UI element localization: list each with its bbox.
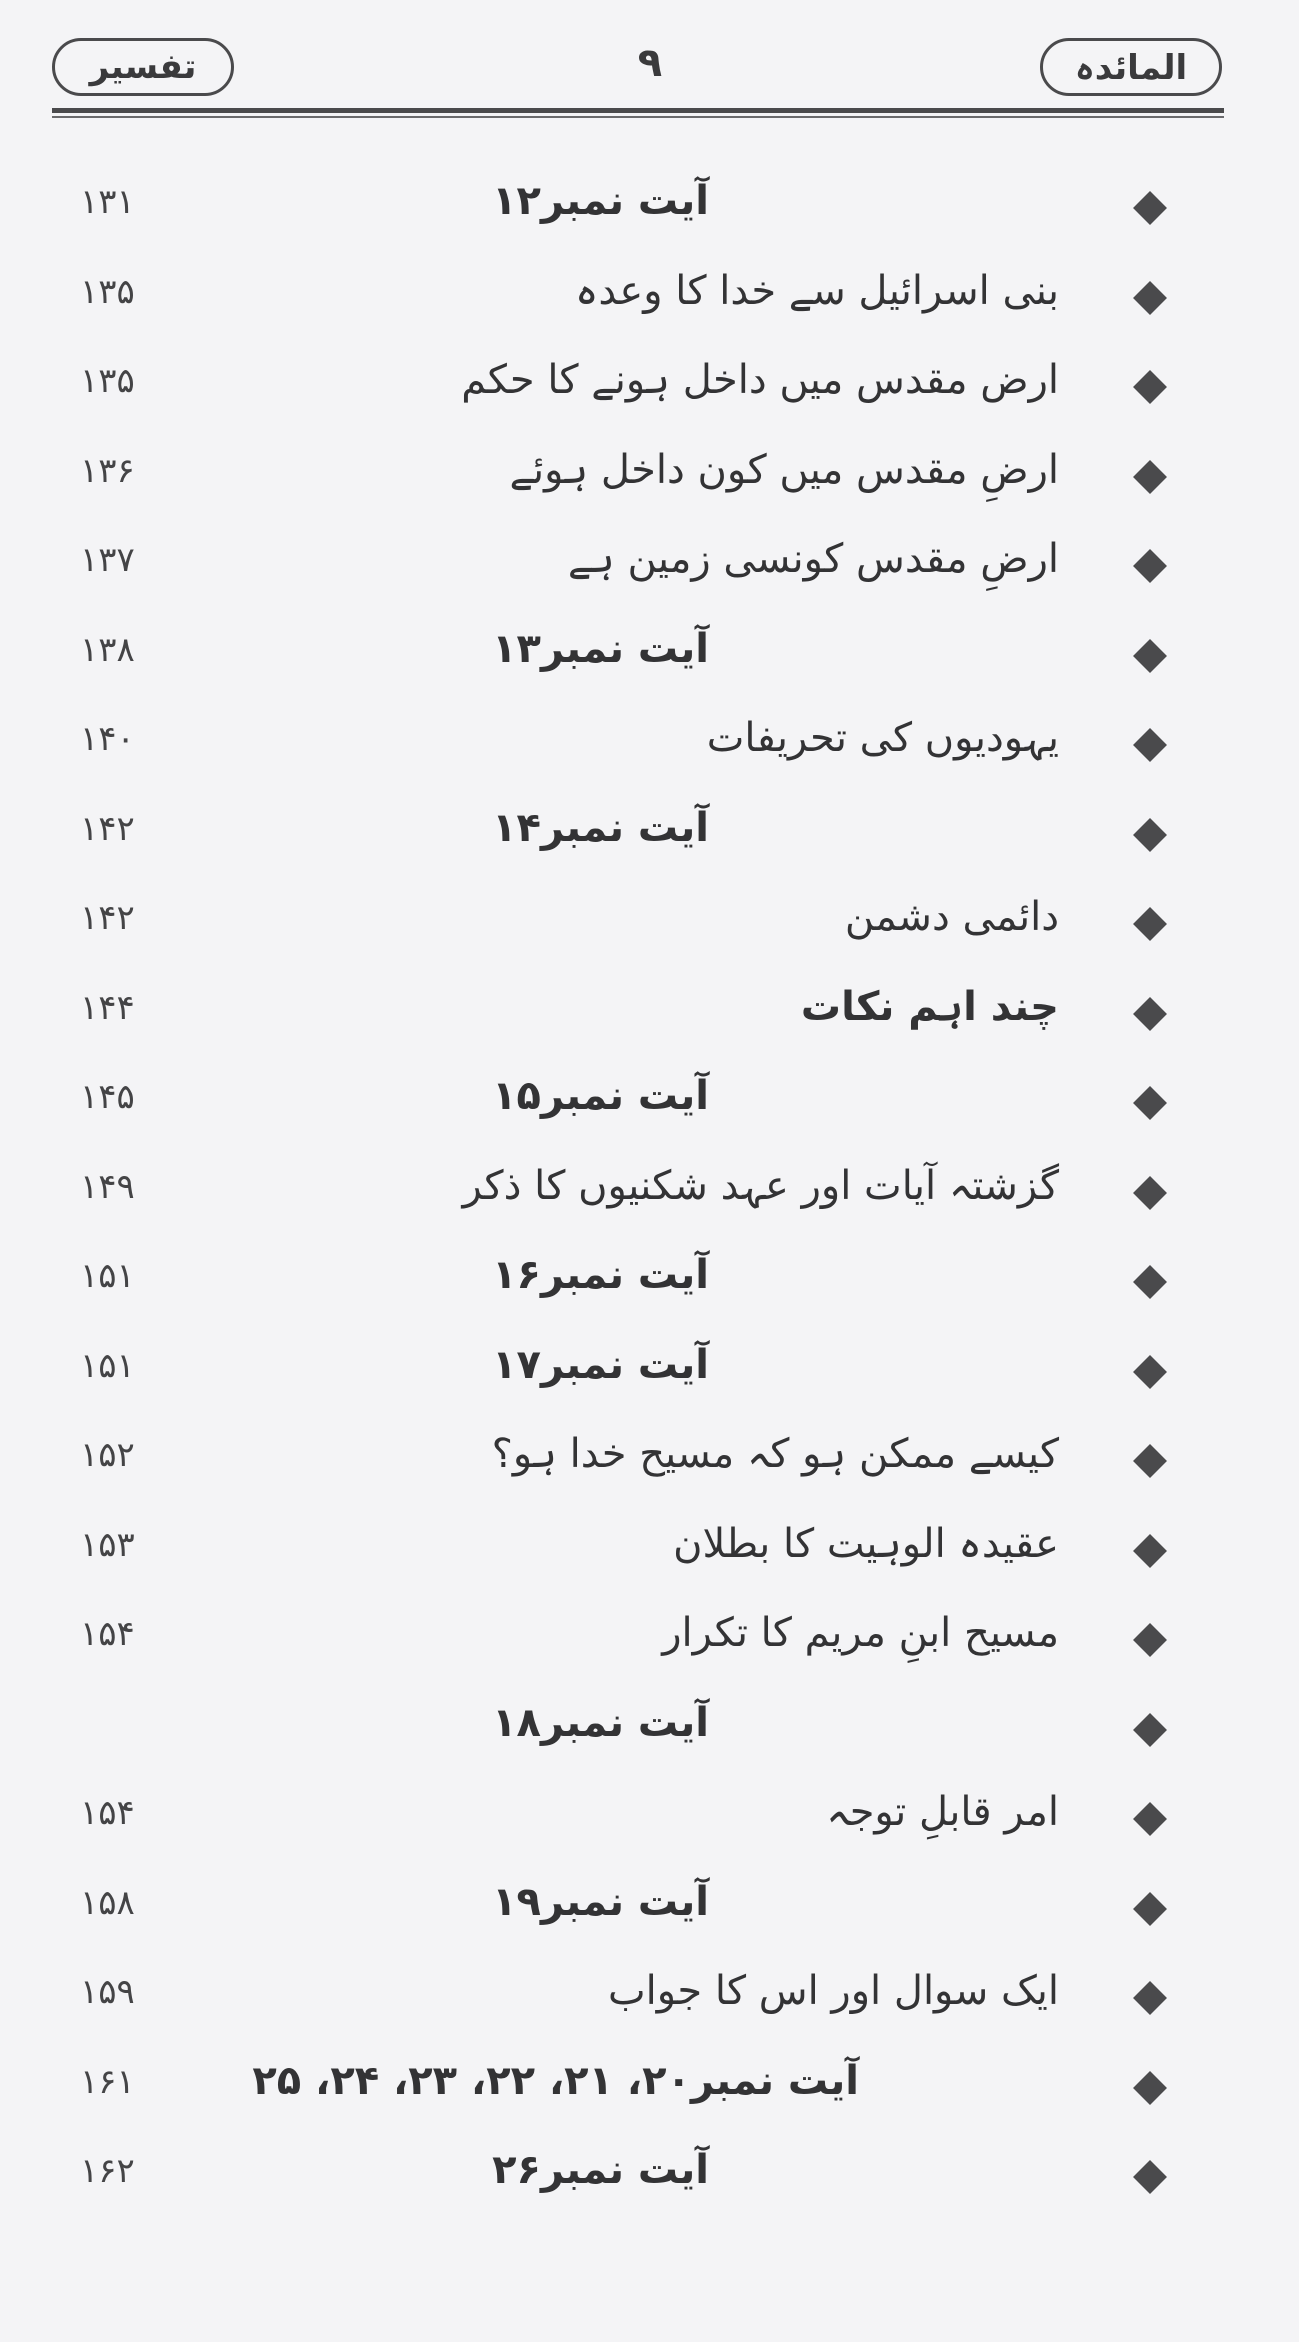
toc-entry[interactable] <box>0 260 1299 350</box>
toc-entry[interactable] <box>0 170 1299 260</box>
diamond-bullet-icon <box>1133 281 1167 315</box>
toc-entry-page: ۱۵۳ <box>80 1524 135 1565</box>
diamond-bullet-icon <box>1133 639 1167 673</box>
diamond-bullet-icon <box>1133 191 1167 225</box>
toc-entry[interactable] <box>0 707 1299 797</box>
diamond-bullet-icon <box>1133 1623 1167 1657</box>
toc-entry-title: یہودیوں کی تحریفات <box>706 715 1059 761</box>
toc-entry-title: آیت نمبر۱۷ <box>492 1341 709 1388</box>
toc-entry-title: آیت نمبر۱۳ <box>492 625 709 672</box>
toc-entry[interactable] <box>0 976 1299 1066</box>
header-rule <box>52 108 1224 113</box>
toc-entry[interactable] <box>0 1513 1299 1603</box>
toc-entry[interactable] <box>0 1244 1299 1334</box>
toc-entry[interactable] <box>0 886 1299 976</box>
toc-entry-title: آیت نمبر۱۲ <box>492 178 709 224</box>
diamond-bullet-icon <box>1133 370 1167 404</box>
toc-entry-title: مسیح ابنِ مریم کا تکرار <box>662 1610 1059 1656</box>
toc-entry-page: ۱۴۲ <box>80 898 135 938</box>
diamond-bullet-icon <box>1133 1265 1167 1299</box>
toc-entry-title: امر قابلِ توجہ <box>826 1789 1059 1835</box>
toc-entry[interactable] <box>0 2139 1299 2229</box>
toc-entry-title: ارض مقدس میں داخل ہونے کا حکم <box>461 357 1059 403</box>
toc-entry-title: آیت نمبر۲۶ <box>492 2147 709 2193</box>
toc-entry-page: ۱۳۶ <box>80 450 135 491</box>
page-header <box>0 0 1299 130</box>
diamond-bullet-icon <box>1133 1444 1167 1478</box>
diamond-bullet-icon <box>1133 549 1167 583</box>
toc-entry[interactable] <box>0 2050 1299 2140</box>
toc-entry-page: ۱۵۹ <box>80 1972 135 2012</box>
diamond-bullet-icon <box>1133 997 1167 1031</box>
diamond-bullet-icon <box>1133 2071 1167 2105</box>
toc-entry-page: ۱۶۲ <box>80 2151 135 2191</box>
toc-entry-title: ایک سوال اور اس کا جواب <box>607 1968 1059 2014</box>
toc-entry[interactable] <box>0 618 1299 708</box>
diamond-bullet-icon <box>1133 1802 1167 1836</box>
toc-entry-page: ۱۴۵ <box>80 1077 135 1117</box>
toc-entry[interactable] <box>0 1602 1299 1692</box>
surah-name-label: المائدہ <box>1074 47 1188 88</box>
toc-entry-title: کیسے ممکن ہو کہ مسیح خدا ہو؟ <box>491 1431 1059 1477</box>
toc-entry[interactable] <box>0 1065 1299 1155</box>
toc-entry[interactable] <box>0 349 1299 439</box>
diamond-bullet-icon <box>1133 1176 1167 1210</box>
toc-entry-page: ۱۵۱ <box>80 1345 135 1386</box>
toc-entry-page: ۱۳۵ <box>80 271 135 312</box>
toc-entry-title: دائمی دشمن <box>844 894 1059 940</box>
toc-entry-page: ۱۵۴ <box>80 1793 135 1833</box>
toc-entry-title: آیت نمبر۱۵ <box>492 1073 709 1119</box>
toc-entry-title: ارضِ مقدس کونسی زمین ہے <box>567 536 1059 582</box>
toc-entry-page: ۱۳۵ <box>80 361 135 401</box>
toc-entry-page: ۱۴۲ <box>80 808 135 849</box>
toc-entry-title: بنی اسرائیل سے خدا کا وعدہ <box>574 267 1059 314</box>
toc-entry-page: ۱۴۰ <box>80 719 135 759</box>
toc-entry[interactable] <box>0 1155 1299 1245</box>
diamond-bullet-icon <box>1133 728 1167 762</box>
toc-entry[interactable] <box>0 1960 1299 2050</box>
toc-entry[interactable] <box>0 1781 1299 1871</box>
diamond-bullet-icon <box>1133 1981 1167 2015</box>
diamond-bullet-icon <box>1133 460 1167 494</box>
diamond-bullet-icon <box>1133 1534 1167 1568</box>
diamond-bullet-icon <box>1133 1355 1167 1389</box>
surah-name-badge <box>1040 38 1222 96</box>
toc-entry-title: آیت نمبر۲۰، ۲۱، ۲۲، ۲۳، ۲۴، ۲۵ <box>252 2057 859 2104</box>
toc-entry-title: گزشتہ آیات اور عہد شکنیوں کا ذکر <box>462 1162 1059 1209</box>
toc-entry-title: آیت نمبر۱۶ <box>492 1252 709 1298</box>
toc-entry-page: ۱۳۱ <box>80 182 135 222</box>
toc-entry-page: ۱۵۴ <box>80 1614 135 1654</box>
toc-entry-title: عقیدہ الوہیت کا بطلان <box>673 1520 1059 1567</box>
toc-entry-page: ۱۵۲ <box>80 1435 135 1475</box>
book-title-label: تفسیر <box>89 47 197 87</box>
toc-entry-page: ۱۶۱ <box>80 2061 135 2102</box>
diamond-bullet-icon <box>1133 1086 1167 1120</box>
diamond-bullet-icon <box>1133 1713 1167 1747</box>
toc-entry[interactable] <box>0 1692 1299 1782</box>
page-number: ۹ <box>637 40 663 86</box>
toc-entry[interactable] <box>0 797 1299 887</box>
diamond-bullet-icon <box>1133 907 1167 941</box>
toc-entry-title: ارضِ مقدس میں کون داخل ہوئے <box>509 446 1059 493</box>
toc-entry-title: آیت نمبر۱۹ <box>492 1878 709 1925</box>
header-rule-thin <box>52 116 1224 118</box>
toc-entry-title: آیت نمبر۱۸ <box>492 1699 709 1746</box>
table-of-contents <box>0 170 1299 2229</box>
book-title-badge <box>52 38 234 96</box>
toc-entry[interactable] <box>0 528 1299 618</box>
toc-entry-page: ۱۳۷ <box>80 540 135 580</box>
diamond-bullet-icon <box>1133 2160 1167 2194</box>
diamond-bullet-icon <box>1133 818 1167 852</box>
toc-entry-page: ۱۴۴ <box>80 987 135 1028</box>
toc-entry-page: ۱۵۸ <box>80 1882 135 1923</box>
toc-entry[interactable] <box>0 1334 1299 1424</box>
toc-entry-page: ۱۵۱ <box>80 1256 135 1296</box>
diamond-bullet-icon <box>1133 1892 1167 1926</box>
toc-entry[interactable] <box>0 1423 1299 1513</box>
toc-entry-page: ۱۳۸ <box>80 629 135 670</box>
toc-entry[interactable] <box>0 1871 1299 1961</box>
toc-entry-page: ۱۴۹ <box>80 1166 135 1207</box>
toc-entry-title: آیت نمبر۱۴ <box>492 804 709 851</box>
toc-entry[interactable] <box>0 439 1299 529</box>
toc-entry-title: چند اہم نکات <box>800 983 1059 1030</box>
